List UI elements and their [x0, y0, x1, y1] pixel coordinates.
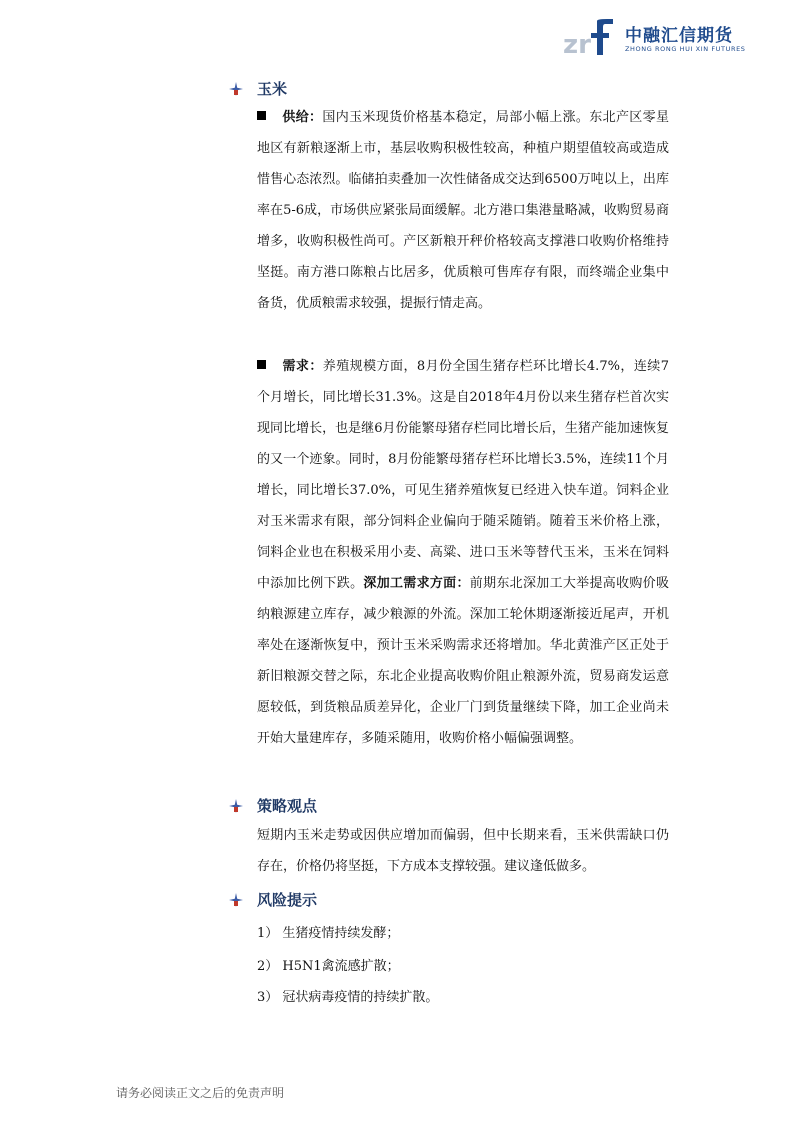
strategy-paragraph: 短期内玉米走势或因供应增加而偏弱，但中长期来看，玉米供需缺口仍存在，价格仍将坚挺，下方成本支撑较强。建议逢低做多。	[257, 828, 669, 874]
demand-text: 养殖规模方面，8月份全国生猪存栏环比增长4.7%，连续7个月增长，同比增长31.3%。这是自2018年4月份以来生猪存栏首次实现同比增长，也是继6月份能繁母猪存栏同比增长后，生猪产能加速恢复的又一个迹象。同时，8月份能繁母猪存栏环比增长3.5%，连续11个月增长，同比增长37.0%，可见生猪养殖恢复已经进入快车道。饲料企业对玉米需求有限，部分饲料企业偏向于随采随销。随着玉米价格上涨，饲料企业也在积极采用小麦、高粱、进口玉米等替代玉米，玉米在饲料中添加比例下跌。	[257, 359, 669, 591]
supply-label: 供给：	[282, 110, 323, 125]
section-bullet-icon	[229, 82, 243, 96]
footer-disclaimer: 请务必阅读正文之后的免责声明	[116, 1086, 285, 1100]
section-title: 玉米	[257, 80, 288, 98]
supply-paragraph	[257, 102, 669, 319]
risk-item: 1） 生猪疫情持续发酵；	[257, 926, 400, 941]
risk-item: 3） 冠状病毒疫情的持续扩散。	[257, 990, 439, 1005]
company-logo	[563, 17, 773, 61]
supply-text: 国内玉米现货价格基本稳定，局部小幅上涨。东北产区零星地区有新粮逐渐上市，基层收购积极性较高，种植户期望值较高或造成惜售心态浓烈。临储拍卖叠加一次性储备成交达到6500万吨以上，出库率在5-6成，市场供应紧张局面缓解。北方港口集港量略减，收购贸易商增多，收购积极性尚可。产区新粮开秤价格较高支撑港口收购价格维持坚挺。南方港口陈粮占比居多，优质粮可售库存有限，而终端企业集中备货，优质粮需求较强，提振行情走高。	[257, 110, 669, 311]
deep-processing-label: 深加工需求方面：	[363, 576, 470, 591]
section-title: 风险提示	[257, 891, 318, 909]
logo-cn-text: 中融汇信期货	[625, 26, 733, 46]
logo-en-text: ZHONG RONG HUI XIN FUTURES	[625, 45, 746, 53]
svg-text:zr: zr	[563, 30, 591, 59]
risk-item: 2） H5N1禽流感扩散；	[257, 959, 400, 974]
section-bullet-icon	[229, 799, 243, 813]
deep-processing-text: 前期东北深加工大举提高收购价吸纳粮源建立库存，减少粮源的外流。深加工轮休期逐渐接近尾声，开机率处在逐渐恢复中，预计玉米采购需求还将增加。华北黄淮产区正处于新旧粮源交替之际，东北企业提高收购价阻止粮源外流，贸易商发运意愿较低，到货粮品质差异化，企业厂门到货量继续下降，加工企业尚未开始大量建库存，多随采随用，收购价格小幅偏强调整。	[257, 576, 669, 746]
square-bullet-icon	[257, 111, 266, 120]
zrf-logo-icon	[563, 19, 619, 59]
section-title: 策略观点	[257, 797, 318, 815]
square-bullet-icon	[257, 360, 266, 369]
demand-label: 需求：	[282, 359, 323, 374]
demand-paragraph	[257, 351, 669, 754]
section-bullet-icon	[229, 893, 243, 907]
